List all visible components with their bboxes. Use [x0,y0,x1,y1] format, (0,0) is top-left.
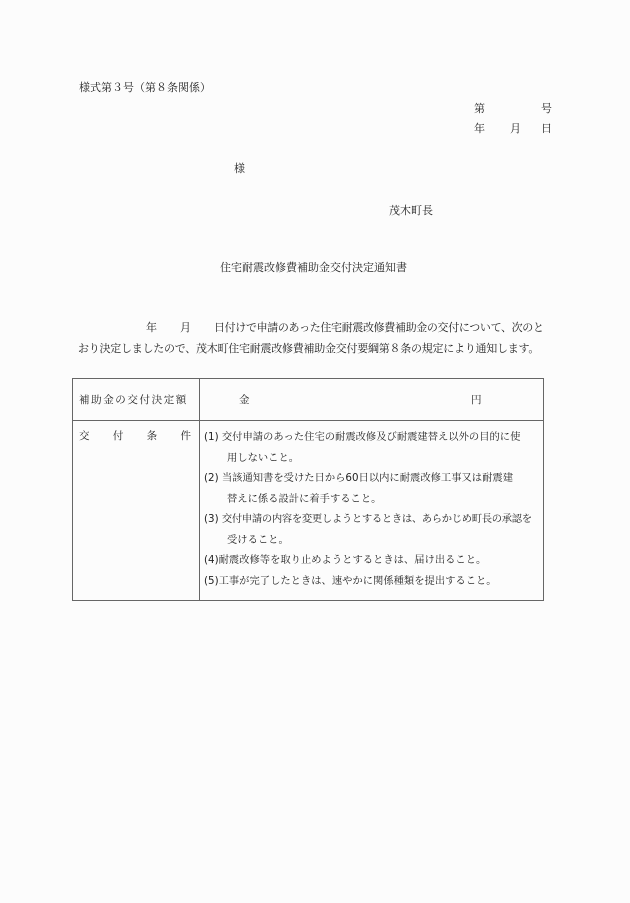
subsidy-table [72,378,544,601]
condition-number: (1) [204,431,219,443]
addressee-honorific: 様 [234,162,245,175]
form-number: 様式第３号（第８条関係） [79,81,211,94]
condition-text: 工事が完了したときは、速やかに関係種類を提出すること。 [218,574,497,587]
amount-label: 補助金の交付決定額 [79,394,188,406]
document-number-label: 第 [474,102,485,115]
date-day-label: 日 [541,122,552,135]
condition-item [204,427,542,468]
condition-item [204,509,542,550]
body-text-rest: 日付けで申請のあった住宅耐震改修費補助金の交付について、次のと [214,321,544,334]
condition-number: (2) [204,472,219,484]
table-column-divider [199,379,200,600]
conditions-label-char: 条 [146,430,158,442]
condition-number: (5) [204,574,219,587]
conditions-list [204,427,542,591]
condition-text-continued: 受けること。 [227,533,289,546]
condition-text: 交付申請のあった住宅の耐震改修及び耐震建替え以外の目的に使 [221,431,521,443]
table-row-divider [73,420,543,421]
condition-text: 耐震改修等を取り止めようとするときは、届け出ること。 [218,554,487,566]
document-title: 住宅耐震改修費補助金交付決定通知書 [220,261,407,274]
condition-text: 交付申請の内容を変更しようとするときは、あらかじめ町長の承認を [221,513,532,525]
condition-text: 当該通知書を受けた日から60日以内に耐震改修工事又は耐震建 [221,472,513,484]
conditions-label-char: 件 [180,430,191,442]
sender-name: 茂木町長 [389,204,433,217]
condition-item [204,468,542,509]
body-text-line-2: おり決定しましたので、茂木町住宅耐震改修費補助金交付要綱第８条の規定により通知します。 [78,342,540,355]
document-number-suffix: 号 [541,102,552,115]
condition-text-continued: 用しないこと。 [227,451,300,464]
conditions-label-char: 付 [112,430,124,442]
body-text-line-1 [146,321,544,335]
date-year-label: 年 [474,122,485,135]
condition-number: (3) [204,513,219,525]
condition-item [204,571,542,592]
date-month-label: 月 [510,122,521,135]
condition-item [204,550,542,571]
conditions-label-char: 交 [79,430,90,442]
amount-unit: 円 [471,394,482,406]
condition-text-continued: 替えに係る設計に着手すること。 [227,492,382,505]
condition-number: (4) [204,554,219,566]
body-year-label: 年 [146,321,157,334]
body-month-label: 月 [180,321,191,334]
amount-prefix: 金 [239,394,250,406]
conditions-label [79,429,191,443]
